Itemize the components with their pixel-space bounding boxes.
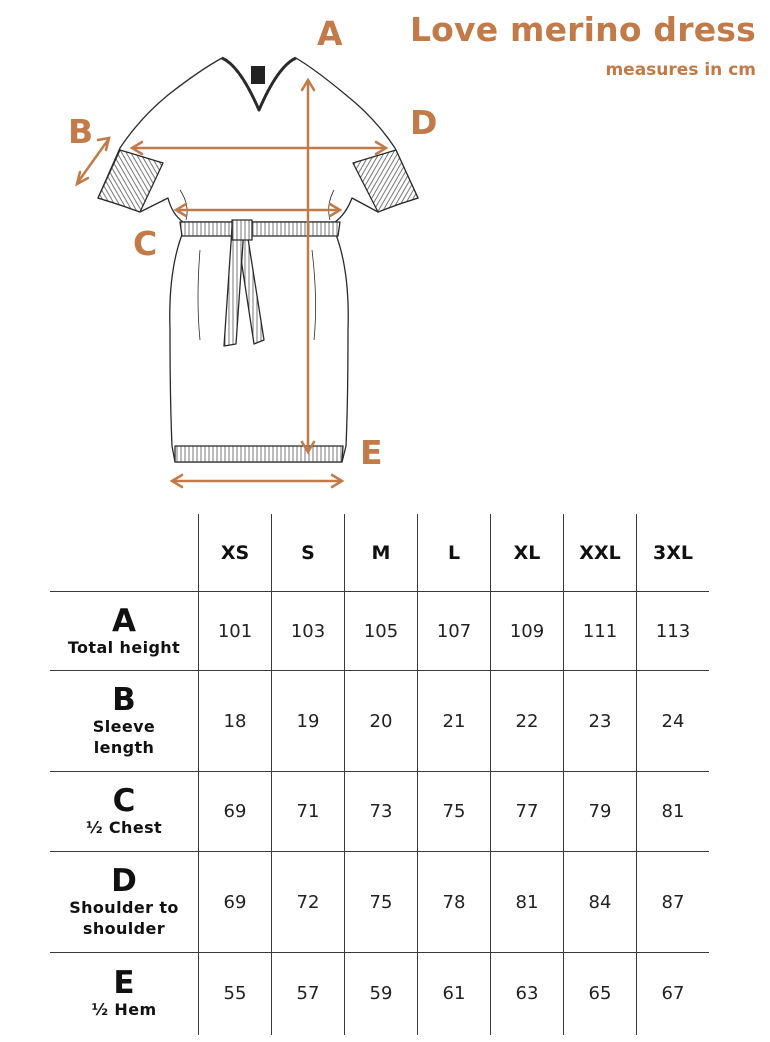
table-cell: 72 (272, 852, 345, 953)
page-title: Love merino dress (409, 10, 756, 49)
page-subtitle: measures in cm (605, 60, 756, 80)
table-cell: 59 (345, 953, 418, 1035)
table-cell: 55 (199, 953, 272, 1035)
table-cell: 75 (418, 772, 491, 852)
table-corner (50, 514, 199, 592)
table-cell: 111 (564, 592, 637, 671)
label-e: E (360, 433, 383, 472)
table-row (50, 953, 709, 1035)
row-head-e (50, 953, 199, 1035)
table-cell: 61 (418, 953, 491, 1035)
table-cell: 69 (199, 772, 272, 852)
table-cell: 113 (637, 592, 710, 671)
table-cell: 75 (345, 852, 418, 953)
table-cell: 20 (345, 671, 418, 772)
row-label: Total height (67, 637, 181, 657)
dress-diagram (0, 0, 770, 500)
table-row (50, 592, 709, 671)
row-label: ½ Hem (91, 1000, 157, 1020)
size-header-row (50, 514, 709, 592)
label-c: C (133, 224, 158, 263)
table-cell: 103 (272, 592, 345, 671)
table-row (50, 772, 709, 852)
row-label: ½ Chest (85, 818, 163, 837)
table-cell: 105 (345, 592, 418, 671)
table-cell: 84 (564, 852, 637, 953)
label-b: B (68, 112, 94, 151)
row-letter: C (112, 783, 136, 819)
table-cell: 109 (491, 592, 564, 671)
table-cell: 22 (491, 671, 564, 772)
row-label: Sleeve length (92, 717, 156, 757)
label-a: A (317, 14, 343, 53)
row-letter: A (112, 602, 136, 639)
table-row (50, 671, 709, 772)
row-head-b (50, 671, 199, 772)
table-cell: 23 (564, 671, 637, 772)
table-cell: 24 (637, 671, 710, 772)
table-cell: 65 (564, 953, 637, 1035)
table-cell: 19 (272, 671, 345, 772)
size-3xl: 3XL (637, 514, 710, 592)
size-m: M (345, 514, 418, 592)
table-cell: 79 (564, 772, 637, 852)
label-d: D (410, 103, 438, 142)
table-cell: 81 (637, 772, 710, 852)
row-head-c (50, 772, 199, 852)
table-cell: 63 (491, 953, 564, 1035)
size-xl: XL (491, 514, 564, 592)
row-label: Shoulder to shoulder (69, 898, 179, 938)
table-cell: 107 (418, 592, 491, 671)
table-cell: 71 (272, 772, 345, 852)
row-letter: E (113, 965, 135, 1002)
size-table (50, 514, 709, 1035)
size-xxl: XXL (564, 514, 637, 592)
table-cell: 101 (199, 592, 272, 671)
table-row (50, 852, 709, 953)
size-xs: XS (199, 514, 272, 592)
row-head-d (50, 852, 199, 953)
row-letter: D (111, 863, 137, 899)
table-cell: 87 (637, 852, 710, 953)
table-cell: 57 (272, 953, 345, 1035)
row-letter: B (112, 682, 136, 718)
table-cell: 21 (418, 671, 491, 772)
table-cell: 67 (637, 953, 710, 1035)
table-cell: 77 (491, 772, 564, 852)
table-cell: 73 (345, 772, 418, 852)
size-l: L (418, 514, 491, 592)
row-head-a (50, 592, 199, 671)
table-cell: 18 (199, 671, 272, 772)
table-cell: 78 (418, 852, 491, 953)
size-s: S (272, 514, 345, 592)
table-cell: 81 (491, 852, 564, 953)
table-cell: 69 (199, 852, 272, 953)
